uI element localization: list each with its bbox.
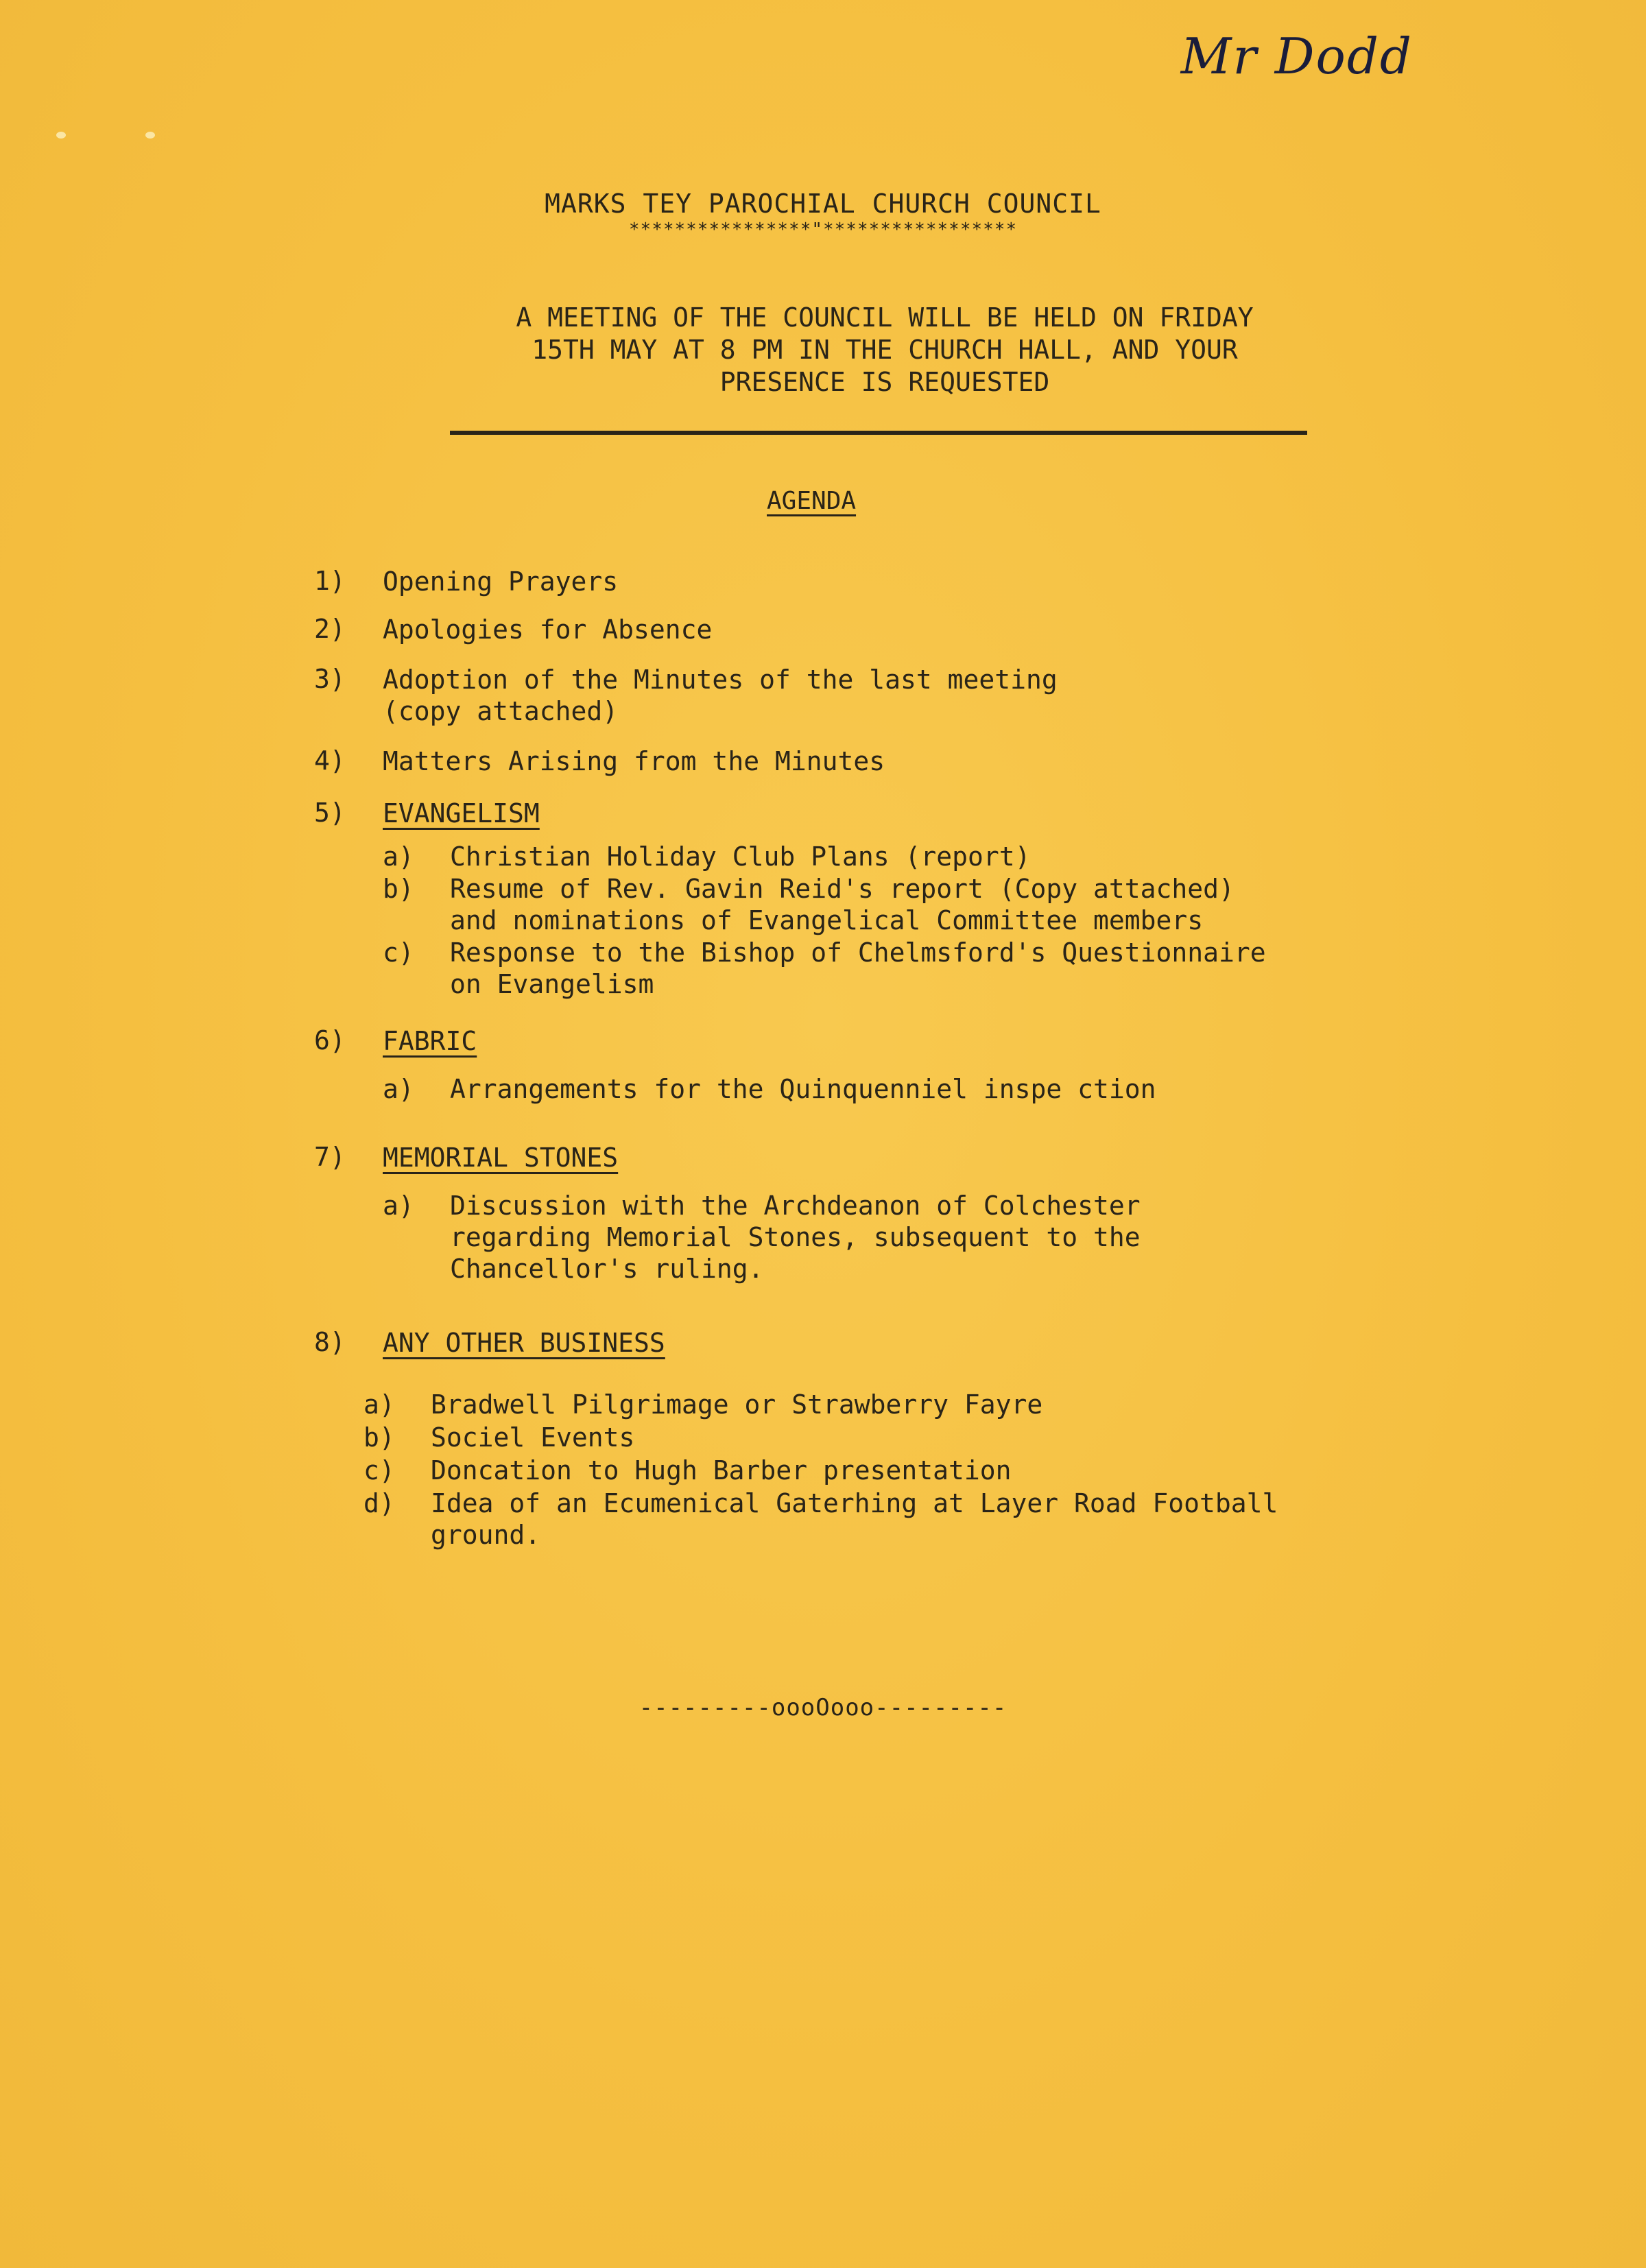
sub-item-letter: a) [363,1389,395,1420]
sub-item-text: Resume of Rev. Gavin Reid's report (Copy attached) [450,874,1234,904]
notice-line: PRESENCE IS REQUESTED [719,367,1050,397]
sub-item-text: Christian Holiday Club Plans (report) [450,841,1031,872]
item-number: 3) [314,664,346,694]
meeting-notice [412,302,1358,398]
handwritten-addressee: Mr Dodd [1180,27,1413,85]
sub-item-text: Chancellor's ruling. [450,1254,764,1284]
sub-item-letter: c) [383,938,414,968]
item-text: Matters Arising from the Minutes [383,746,885,776]
closing-ornament: ---------oooOooo--------- [639,1694,1007,1721]
sub-item-text: on Evangelism [450,969,654,999]
sub-item-text: Arrangements for the Quinquenniel inspe ction [450,1074,1156,1104]
sub-item-text: Idea of an Ecumenical Gaterhing at Layer Road Football [431,1488,1278,1518]
item-number: 6) [314,1025,346,1055]
sub-item-letter: a) [383,1074,414,1104]
agenda-heading: AGENDA [767,487,857,515]
title-star-underline: ****************"***************** [628,219,1018,240]
paper-mark [56,132,66,139]
item-text: Apologies for Absence [383,614,713,645]
sub-item-text: Doncation to Hugh Barber presentation [431,1455,1012,1485]
item-number: 7) [314,1142,346,1172]
sub-item-letter: b) [363,1422,395,1453]
sub-item-text: and nominations of Evangelical Committee members [450,905,1204,935]
sub-item-text: regarding Memorial Stones, subsequent to the [450,1222,1141,1252]
notice-line: A MEETING OF THE COUNCIL WILL BE HELD ON FRIDAY [516,302,1254,333]
sub-item-letter: c) [363,1455,395,1485]
item-text: Adoption of the Minutes of the last meeting [383,665,1058,695]
section-heading: MEMORIAL STONES [383,1143,619,1173]
sub-item-letter: d) [363,1488,395,1518]
item-text: Opening Prayers [383,566,619,597]
item-number: 8) [314,1327,346,1357]
item-number: 1) [314,566,346,596]
sub-item-text: Discussion with the Archdeanon of Colchester [450,1191,1141,1221]
organisation-title: MARKS TEY PAROCHIAL CHURCH COUNCIL [545,189,1101,219]
sub-item-letter: a) [383,841,414,872]
sub-item-text: Sociel Events [431,1422,635,1453]
section-heading: FABRIC [383,1026,477,1056]
notice-line: 15TH MAY AT 8 PM IN THE CHURCH HALL, AND YOUR [532,335,1238,365]
sub-item-letter: b) [383,874,414,904]
sub-item-text: Response to the Bishop of Chelmsford's Questionnaire [450,938,1266,968]
item-number: 5) [314,798,346,828]
paper-mark [145,132,155,139]
item-text: (copy attached) [383,696,619,726]
section-heading: EVANGELISM [383,798,540,828]
horizontal-rule [450,431,1307,435]
sub-item-text: ground. [431,1520,541,1550]
item-number: 4) [314,745,346,776]
sub-item-letter: a) [383,1191,414,1221]
item-number: 2) [314,614,346,644]
sub-item-text: Bradwell Pilgrimage or Strawberry Fayre [431,1389,1043,1420]
section-heading: ANY OTHER BUSINESS [383,1328,665,1358]
